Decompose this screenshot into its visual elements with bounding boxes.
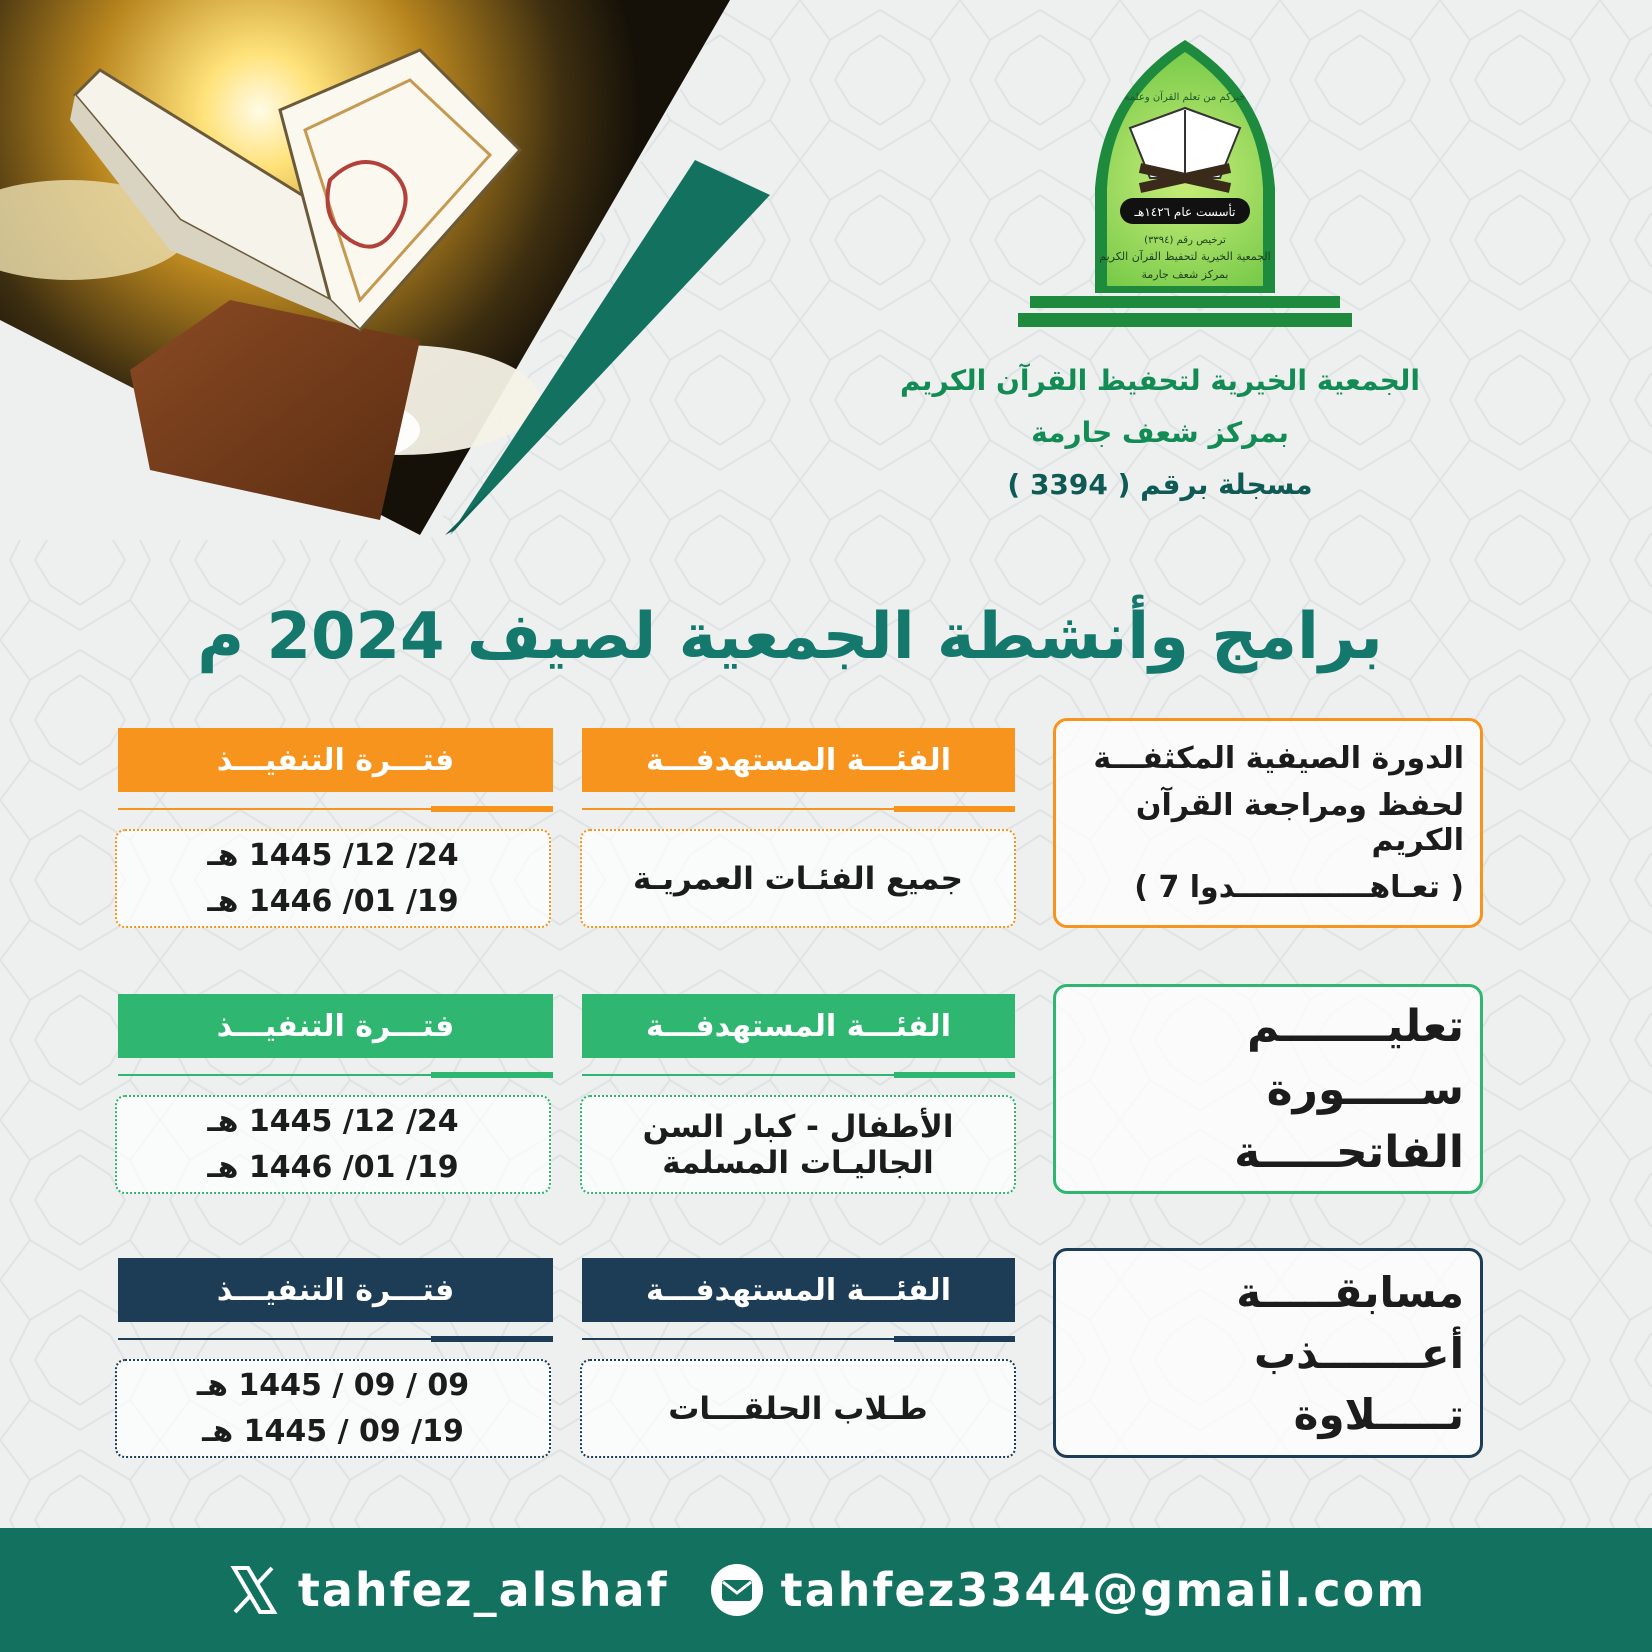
target-category-text: الجاليـات المسلمة: [662, 1144, 934, 1181]
email-text: tahfez3344@gmail.com: [780, 1563, 1427, 1617]
execution-period-header: فتـــرة التنفيـــذ: [118, 1258, 553, 1322]
footer: [0, 1528, 1652, 1652]
program-row: [0, 718, 1652, 948]
association-logo: [1010, 38, 1360, 338]
target-category-header: الفئـــة المستهدفـــة: [582, 728, 1015, 792]
program-name-box: [1053, 718, 1483, 928]
execution-period-header: فتـــرة التنفيـــذ: [118, 994, 553, 1058]
program-name-line: الفاتحـــــة: [1234, 1126, 1464, 1178]
program-row: [0, 1248, 1652, 1478]
execution-period-date: 19/ 09 / 1445 هـ: [202, 1413, 464, 1449]
execution-period-date: 09 / 09 / 1445 هـ: [196, 1367, 470, 1403]
execution-period-box: [115, 1095, 551, 1194]
org-registration: مسجلة برقم ( 3394 ): [1007, 468, 1313, 501]
target-category-box: [580, 1095, 1016, 1194]
logo-license-text: ترخيص رقم (٣٣٩٤): [1144, 235, 1226, 246]
decorative-triangle: [430, 150, 770, 550]
execution-period-box: [115, 1359, 551, 1458]
program-name-line: الدورة الصيفية المكثفـــة: [1093, 741, 1464, 776]
x-handle-text: tahfez_alshaf: [297, 1563, 669, 1617]
program-name-line: مسابقـــــة: [1236, 1267, 1464, 1317]
execution-period-box: [115, 829, 551, 928]
header-underline: [118, 1072, 553, 1078]
program-name-box: [1053, 1248, 1483, 1458]
execution-period-date: 19/ 01/ 1446 هـ: [207, 883, 459, 919]
org-name-line2: بمركز شعف جارمة: [1031, 416, 1289, 449]
org-info: [880, 355, 1440, 511]
target-category-header: الفئـــة المستهدفـــة: [582, 1258, 1015, 1322]
target-category-text: الأطفال - كبار السن: [642, 1108, 954, 1145]
x-logo-icon: [226, 1562, 282, 1618]
execution-period-date: 19/ 01/ 1446 هـ: [207, 1149, 459, 1185]
execution-period-date: 24/ 12/ 1445 هـ: [207, 1103, 459, 1139]
program-name-line: تعليـــــــم: [1246, 1000, 1464, 1052]
x-handle[interactable]: [226, 1562, 669, 1618]
target-category-text: جميع الفئـات العمريـة: [632, 860, 964, 897]
header-underline: [582, 806, 1015, 812]
logo-founded-text: تأسست عام ١٤٢٦هـ: [1134, 205, 1236, 219]
target-category-text: طـلاب الحلقـــات: [668, 1390, 928, 1427]
program-row: [0, 984, 1652, 1214]
logo-center-text: بمركز شعف جارمة: [1141, 268, 1229, 281]
logo-arc-text: خيركم من تعلم القرآن وعلمه: [1124, 92, 1246, 103]
execution-period-header: فتـــرة التنفيـــذ: [118, 728, 553, 792]
target-category-header: الفئـــة المستهدفـــة: [582, 994, 1015, 1058]
program-name-line: ســـــورة: [1266, 1063, 1464, 1115]
email-contact[interactable]: [709, 1562, 1427, 1618]
logo-name-text: الجمعية الخيرية لتحفيظ القرآن الكريم: [1099, 250, 1271, 263]
header-underline: [582, 1336, 1015, 1342]
program-name-line: لحفظ ومراجعة القرآن الكريم: [1135, 788, 1464, 858]
page-title: برامج وأنشطة الجمعية لصيف 2024 م: [197, 600, 1383, 674]
program-name-line: أعـــــــذب: [1253, 1328, 1464, 1378]
envelope-icon: [709, 1562, 765, 1618]
program-name-box: [1053, 984, 1483, 1194]
target-category-box: [580, 1359, 1016, 1458]
target-category-box: [580, 829, 1016, 928]
program-name-line: تـــــلاوة: [1293, 1389, 1464, 1439]
header-underline: [118, 1336, 553, 1342]
program-name-line: ( تعـاهـــــــــــــدوا 7 ): [1134, 870, 1464, 905]
execution-period-date: 24/ 12/ 1445 هـ: [207, 837, 459, 873]
header-underline: [582, 1072, 1015, 1078]
header-underline: [118, 806, 553, 812]
org-name-line1: الجمعية الخيرية لتحفيظ القرآن الكريم: [899, 364, 1421, 397]
